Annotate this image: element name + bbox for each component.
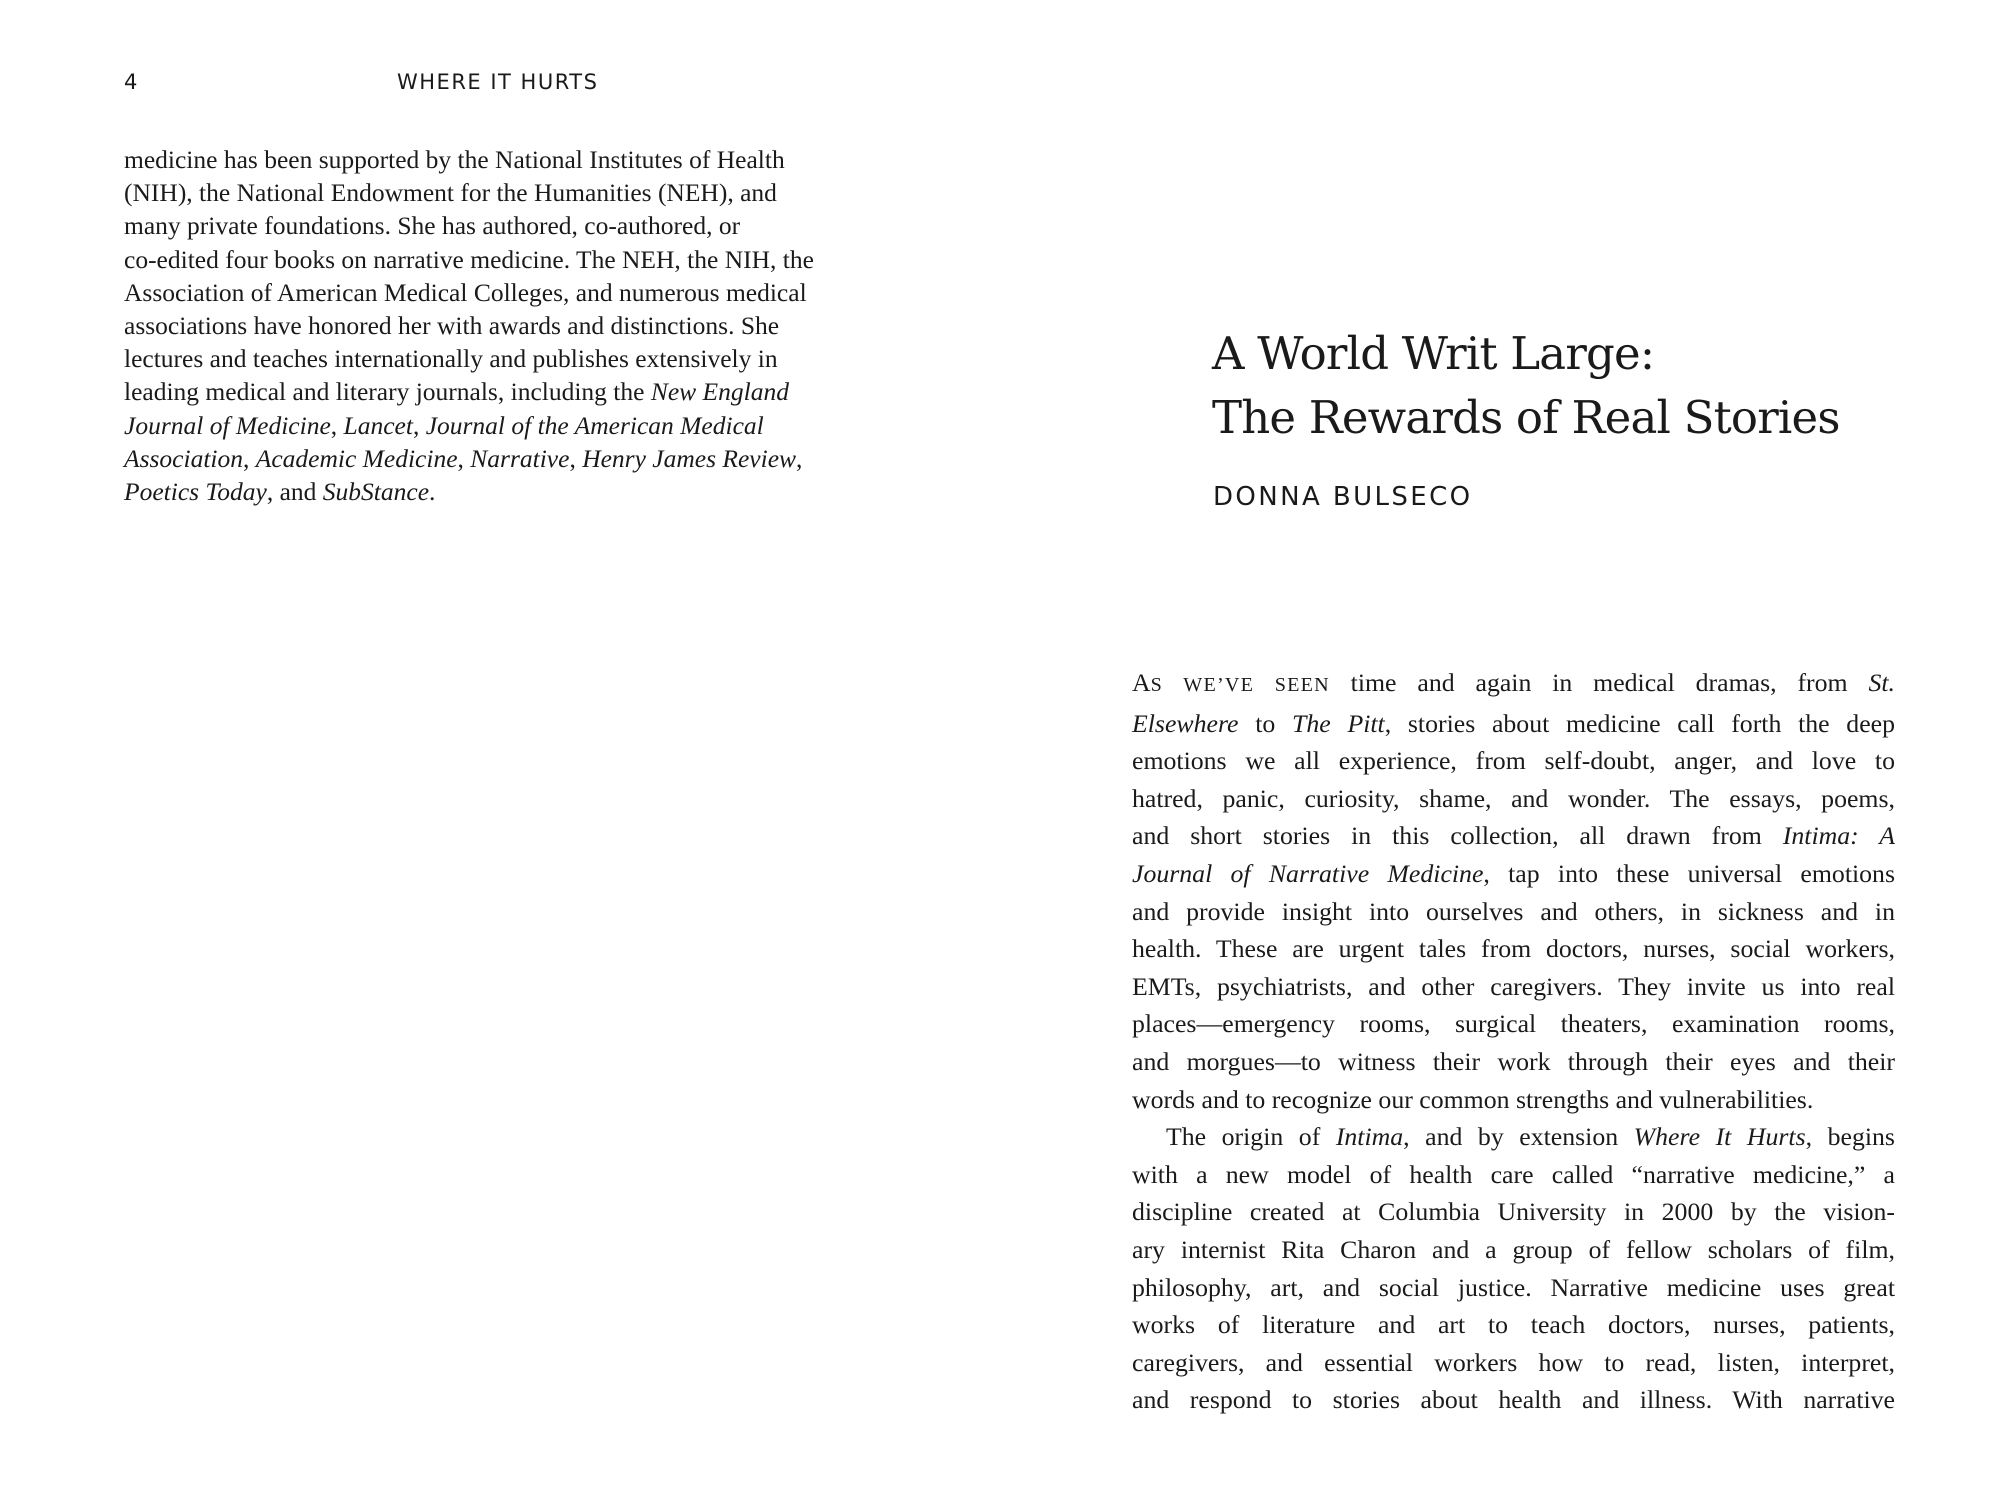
text-line: places—emergency rooms, surgical theaters, examination rooms, [1132, 1009, 1895, 1039]
journal-title: Association [124, 443, 243, 473]
text-line: Journal of Narrative Medicine, tap into these universal emotions [1132, 858, 1895, 888]
right-page [1000, 0, 2000, 1500]
journal-title: Journal of Medicine [124, 410, 331, 440]
journal-title: Poetics Today [124, 477, 267, 507]
text-line: associations have honored her with awards and distinctions. She [124, 311, 780, 341]
journal-title: Journal of the American Medical [425, 410, 764, 440]
chapter-title-line: A World Writ Large: [1212, 327, 1655, 380]
text-line: Poetics Today, and SubStance. [124, 477, 436, 507]
text-line: health. These are urgent tales from doctors, nurses, social workers, [1132, 934, 1895, 964]
text-line: EMTs, psychiatrists, and other caregivers. They invite us into real [1132, 971, 1895, 1001]
text-line: many private foundations. She has authored, co-authored, or [124, 211, 741, 241]
journal-title: Academic Medicine [255, 443, 458, 473]
text-line: hatred, panic, curiosity, shame, and wonder. The essays, poems, [1132, 783, 1895, 813]
text-line: ary internist Rita Charon and a group of fellow scholars of film, [1132, 1234, 1895, 1264]
page-number: 4 [124, 70, 139, 94]
journal-title: Intima: A [1782, 821, 1895, 851]
journal-title: Henry James Review [582, 443, 797, 473]
chapter-title-line: The Rewards of Real Stories [1212, 391, 1840, 444]
drop-initial: A [1132, 668, 1151, 697]
running-title: WHERE IT HURTS [397, 70, 599, 94]
text-line: discipline created at Columbia University in 2000 by the vision- [1132, 1197, 1895, 1227]
journal-title: Intima [1335, 1122, 1404, 1152]
author-bio-paragraph [124, 143, 884, 508]
text-line: co-edited four books on narrative medicine. The NEH, the NIH, the [124, 244, 814, 274]
chapter-author: DONNA BULSECO [1213, 482, 1473, 512]
text-line: lectures and teaches internationally and publishes extensively in [124, 344, 778, 374]
text-line: Association, Academic Medicine, Narrative, Henry James Review, [124, 443, 803, 473]
text-line: Association of American Medical Colleges, and numerous medical [124, 277, 807, 307]
text-line: caregivers, and essential workers how to read, listen, interpret, [1132, 1347, 1895, 1377]
book-title: Where It Hurts [1633, 1122, 1806, 1152]
show-title: The Pitt [1292, 708, 1385, 738]
text-line: Elsewhere to The Pitt, stories about medicine call forth the deep [1132, 708, 1896, 738]
text-line: Journal of Medicine, Lancet, Journal of the American Medical [124, 410, 764, 440]
small-caps-lead: S WE’VE SEEN [1150, 674, 1330, 696]
chapter-title [1212, 322, 1912, 450]
text-line: with a new model of health care called “narrative medicine,” a [1132, 1159, 1895, 1189]
text-line: words and to recognize our common strengths and vulnerabilities. [1132, 1084, 1814, 1114]
essay-body [1132, 664, 1895, 1419]
show-title: St. [1868, 668, 1895, 697]
journal-title: SubStance [322, 477, 430, 507]
text-line: and short stories in this collection, all drawn from Intima: A [1132, 821, 1895, 851]
text-line: and respond to stories about health and illness. With narrative [1132, 1385, 1895, 1415]
text-line: The origin of Intima, and by extension Where It Hurts, begins [1166, 1122, 1895, 1152]
journal-title: Narrative [470, 443, 570, 473]
text-line: philosophy, art, and social justice. Narrative medicine uses great [1132, 1272, 1895, 1302]
text-line: (NIH), the National Endowment for the Humanities (NEH), and [124, 178, 777, 208]
journal-title: Lancet [343, 410, 413, 440]
text-line: AS WE’VE SEEN time and again in medical dramas, from St. [1132, 668, 1895, 697]
text-line: medicine has been supported by the National Institutes of Health [124, 145, 785, 174]
text-line: leading medical and literary journals, including the New England [124, 377, 789, 407]
text-line: and morgues—to witness their work through their eyes and their [1132, 1046, 1895, 1076]
text-line: and provide insight into ourselves and others, in sickness and in [1132, 896, 1895, 926]
running-head [124, 70, 884, 100]
text-line: emotions we all experience, from self-doubt, anger, and love to [1132, 746, 1895, 776]
journal-title: New England [650, 377, 789, 407]
text-line: works of literature and art to teach doctors, nurses, patients, [1132, 1310, 1895, 1340]
show-title: Elsewhere [1132, 708, 1239, 738]
journal-title: Journal of Narrative Medicine [1132, 858, 1484, 888]
